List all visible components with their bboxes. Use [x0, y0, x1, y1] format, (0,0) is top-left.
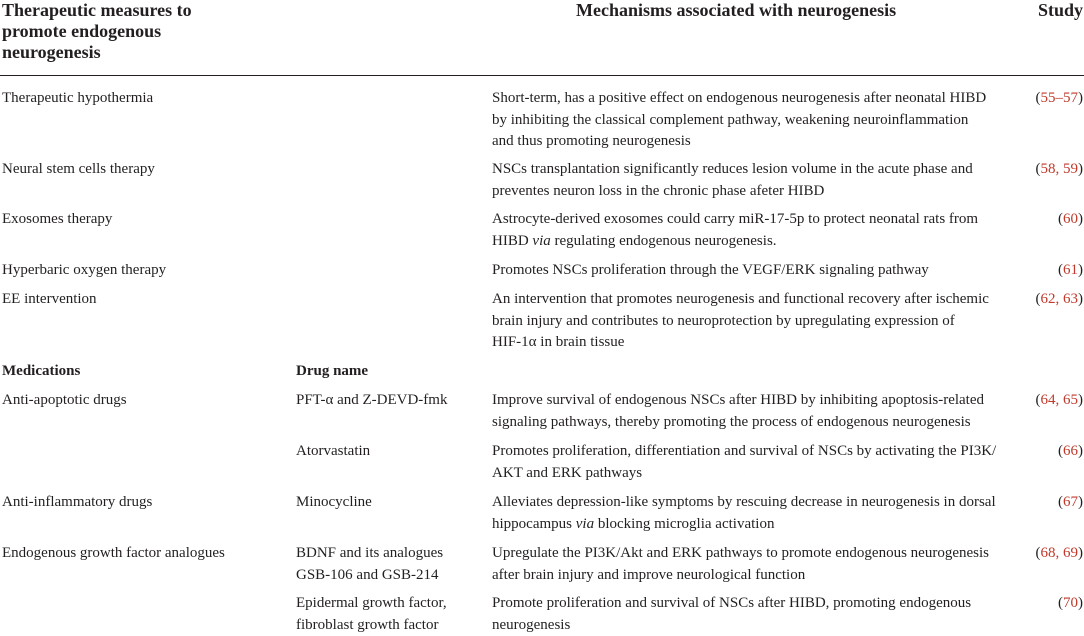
reference-link[interactable]: 66 — [1063, 443, 1078, 459]
drug-line: Minocycline — [314, 492, 494, 514]
mechanism-line: Astrocyte-derived exosomes could carry miR-17-5p to protect neonatal rats from — [510, 209, 1040, 231]
mechanism-cell — [492, 492, 1040, 535]
reference-link[interactable]: 61 — [1063, 262, 1078, 278]
mechanism-cell — [492, 289, 1040, 354]
text-fragment: HIBD — [492, 233, 532, 249]
mechanism-line: after brain injury and improve neurological function — [510, 565, 1040, 587]
measure-cell: Hyperbaric oxygen therapy — [2, 260, 282, 282]
mechanism-cell — [492, 390, 1040, 433]
reference-link[interactable]: 64, 65 — [1041, 392, 1079, 408]
drug-line: GSB-106 and GSB-214 — [314, 565, 494, 587]
study-reference[interactable]: (60) — [1023, 209, 1083, 231]
mechanism-line: neurogenesis — [510, 615, 1040, 636]
drug-cell — [296, 492, 494, 514]
measure-cell: Therapeutic hypothermia — [2, 88, 282, 110]
drug-line: PFT-α and Z-DEVD-fmk — [314, 390, 494, 412]
drug-name-heading: Drug name — [296, 361, 476, 383]
study-reference[interactable]: (67) — [1023, 492, 1083, 514]
reference-link[interactable]: 58, 59 — [1041, 161, 1079, 177]
reference-link[interactable]: 70 — [1063, 595, 1078, 611]
mechanism-line: Alleviates depression-like symptoms by rescuing decrease in neurogenesis in dorsal — [510, 492, 1040, 514]
reference-link[interactable]: 60 — [1063, 211, 1078, 227]
column-header-mechanisms: Mechanisms associated with neurogenesis — [576, 0, 896, 21]
text-fragment: regulating endogenous neurogenesis. — [551, 233, 777, 249]
mechanism-line: AKT and ERK pathways — [510, 463, 1040, 485]
drug-line: fibroblast growth factor — [314, 615, 494, 636]
measure-cell: Anti-inflammatory drugs — [2, 492, 282, 514]
italic-fragment: via — [576, 516, 594, 532]
mechanism-line: HIF-1α in brain tissue — [510, 332, 1040, 354]
reference-link[interactable]: 55–57 — [1041, 90, 1079, 106]
text-fragment: hippocampus — [492, 516, 576, 532]
study-reference[interactable]: (64, 65) — [1023, 390, 1083, 412]
header-rule — [0, 75, 1084, 76]
study-reference[interactable]: (58, 59) — [1023, 159, 1083, 181]
mechanism-cell — [492, 209, 1040, 252]
mechanism-line: Promote proliferation and survival of NSCs after HIBD, promoting endogenous — [510, 593, 1040, 615]
header-line: Therapeutic measures to — [2, 0, 282, 21]
drug-line: Atorvastatin — [314, 441, 494, 463]
column-header-measures — [2, 0, 282, 63]
drug-cell — [296, 593, 494, 636]
mechanism-line: Upregulate the PI3K/Akt and ERK pathways to promote endogenous neurogenesis — [510, 543, 1040, 565]
reference-link[interactable]: 62, 63 — [1041, 291, 1079, 307]
mechanism-line: NSCs transplantation significantly reduces lesion volume in the acute phase and — [510, 159, 1040, 181]
mechanism-line: and thus promoting neurogenesis — [510, 131, 1040, 153]
measure-cell: Neural stem cells therapy — [2, 159, 282, 181]
study-reference[interactable]: (68, 69) — [1023, 543, 1083, 565]
study-reference[interactable]: (62, 63) — [1023, 289, 1083, 311]
drug-cell — [296, 390, 494, 412]
mechanism-line: signaling pathways, thereby promoting the process of endogenous neurogenesis — [510, 412, 1040, 434]
study-reference[interactable]: (61) — [1023, 260, 1083, 282]
mechanism-line: An intervention that promotes neurogenesis and functional recovery after ischemic — [510, 289, 1040, 311]
column-header-study: Study — [1038, 0, 1083, 21]
mechanism-line: Improve survival of endogenous NSCs after HIBD by inhibiting apoptosis-related — [510, 390, 1040, 412]
drug-cell — [296, 543, 494, 586]
mechanism-line — [510, 231, 1040, 253]
reference-link[interactable]: 67 — [1063, 494, 1078, 510]
mechanism-cell — [492, 543, 1040, 586]
measure-cell: Endogenous growth factor analogues — [2, 543, 282, 565]
drug-line: Epidermal growth factor, — [314, 593, 494, 615]
italic-fragment: via — [532, 233, 550, 249]
mechanism-line: brain injury and contributes to neuroprotection by upregulating expression of — [510, 311, 1040, 333]
mechanism-cell — [492, 159, 1040, 202]
header-line: promote endogenous — [2, 21, 282, 42]
mechanism-line: Promotes proliferation, differentiation and survival of NSCs by activating the PI3K/ — [510, 441, 1040, 463]
measure-cell: Exosomes therapy — [2, 209, 282, 231]
measure-cell: Anti-apoptotic drugs — [2, 390, 282, 412]
section-heading-medications: Medications — [2, 361, 282, 383]
mechanism-cell — [492, 88, 1040, 153]
mechanism-line: preventes neuron loss in the chronic phase afeter HIBD — [510, 181, 1040, 203]
text-fragment: blocking microglia activation — [594, 516, 774, 532]
mechanism-line: Promotes NSCs proliferation through the VEGF/ERK signaling pathway — [510, 260, 1040, 282]
measure-cell: EE intervention — [2, 289, 282, 311]
study-reference[interactable]: (66) — [1023, 441, 1083, 463]
mechanism-line: Short-term, has a positive effect on endogenous neurogenesis after neonatal HIBD — [510, 88, 1040, 110]
mechanism-cell — [492, 260, 1040, 282]
mechanism-cell — [492, 441, 1040, 484]
study-reference[interactable]: (55–57) — [1023, 88, 1083, 110]
reference-link[interactable]: 68, 69 — [1041, 545, 1079, 561]
study-reference[interactable]: (70) — [1023, 593, 1083, 615]
header-line: neurogenesis — [2, 42, 282, 63]
drug-line: BDNF and its analogues — [314, 543, 494, 565]
mechanism-line: by inhibiting the classical complement pathway, weakening neuroinflammation — [510, 110, 1040, 132]
drug-cell — [296, 441, 494, 463]
mechanism-line — [510, 514, 1040, 536]
mechanism-cell — [492, 593, 1040, 636]
